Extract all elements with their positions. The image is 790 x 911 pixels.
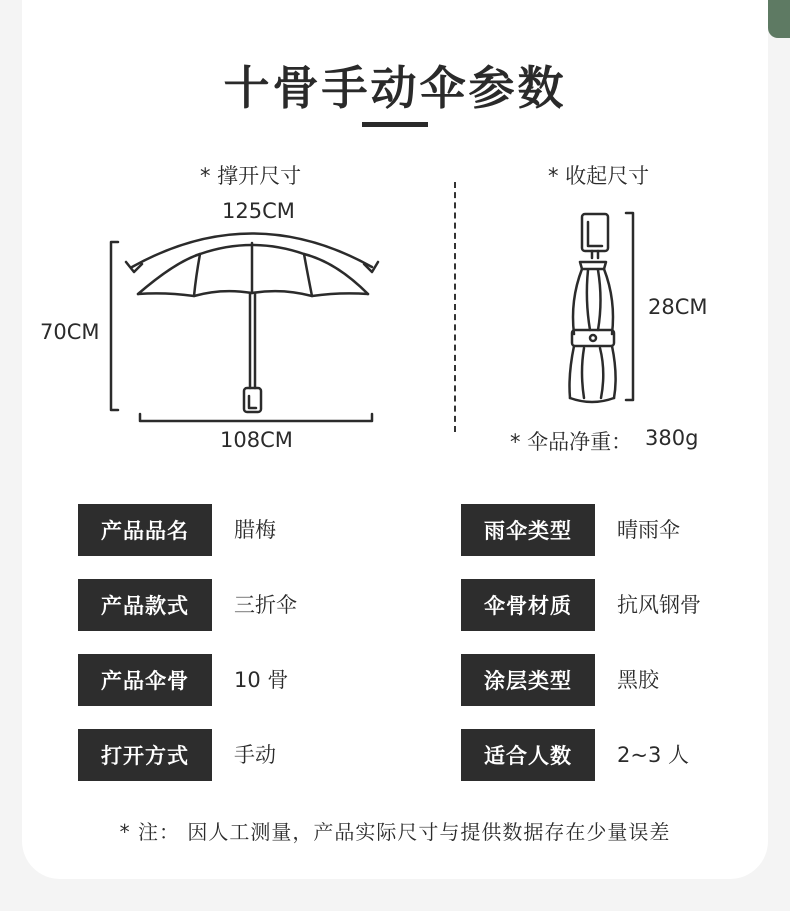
spec-label-capacity: 适合人数	[461, 729, 595, 781]
spec-value-open-method: 手动	[234, 743, 276, 767]
spec-value-umbrella-type: 晴雨伞	[617, 518, 680, 542]
open-size-heading: * 撑开尺寸	[200, 164, 302, 188]
net-weight-value: 380g	[645, 426, 699, 450]
spec-value-product-name: 腊梅	[234, 518, 276, 542]
measurement-note: * 注： 因人工测量，产品实际尺寸与提供数据存在少量误差	[119, 820, 671, 844]
spec-value-style: 三折伞	[234, 593, 297, 617]
spec-label-rib-material: 伞骨材质	[461, 579, 595, 631]
spec-value-ribs: 10 骨	[234, 668, 289, 692]
spec-value-rib-material: 抗风钢骨	[617, 593, 701, 617]
spec-label-style: 产品款式	[78, 579, 212, 631]
folded-length-dimension: 28CM	[648, 295, 708, 319]
spec-label-ribs: 产品伞骨	[78, 654, 212, 706]
height-dimension: 70CM	[40, 320, 100, 344]
canopy-arc-dimension: 125CM	[222, 199, 295, 223]
page-title: 十骨手动伞参数	[223, 61, 567, 115]
folded-size-heading: * 收起尺寸	[548, 164, 650, 188]
spec-value-coating: 黑胶	[617, 668, 659, 692]
width-dimension: 108CM	[220, 428, 293, 452]
spec-label-product-name: 产品品名	[78, 504, 212, 556]
spec-label-coating: 涂层类型	[461, 654, 595, 706]
net-weight-label: * 伞品净重：	[510, 430, 633, 454]
spec-label-umbrella-type: 雨伞类型	[461, 504, 595, 556]
spec-value-capacity: 2~3 人	[617, 743, 689, 767]
spec-label-open-method: 打开方式	[78, 729, 212, 781]
